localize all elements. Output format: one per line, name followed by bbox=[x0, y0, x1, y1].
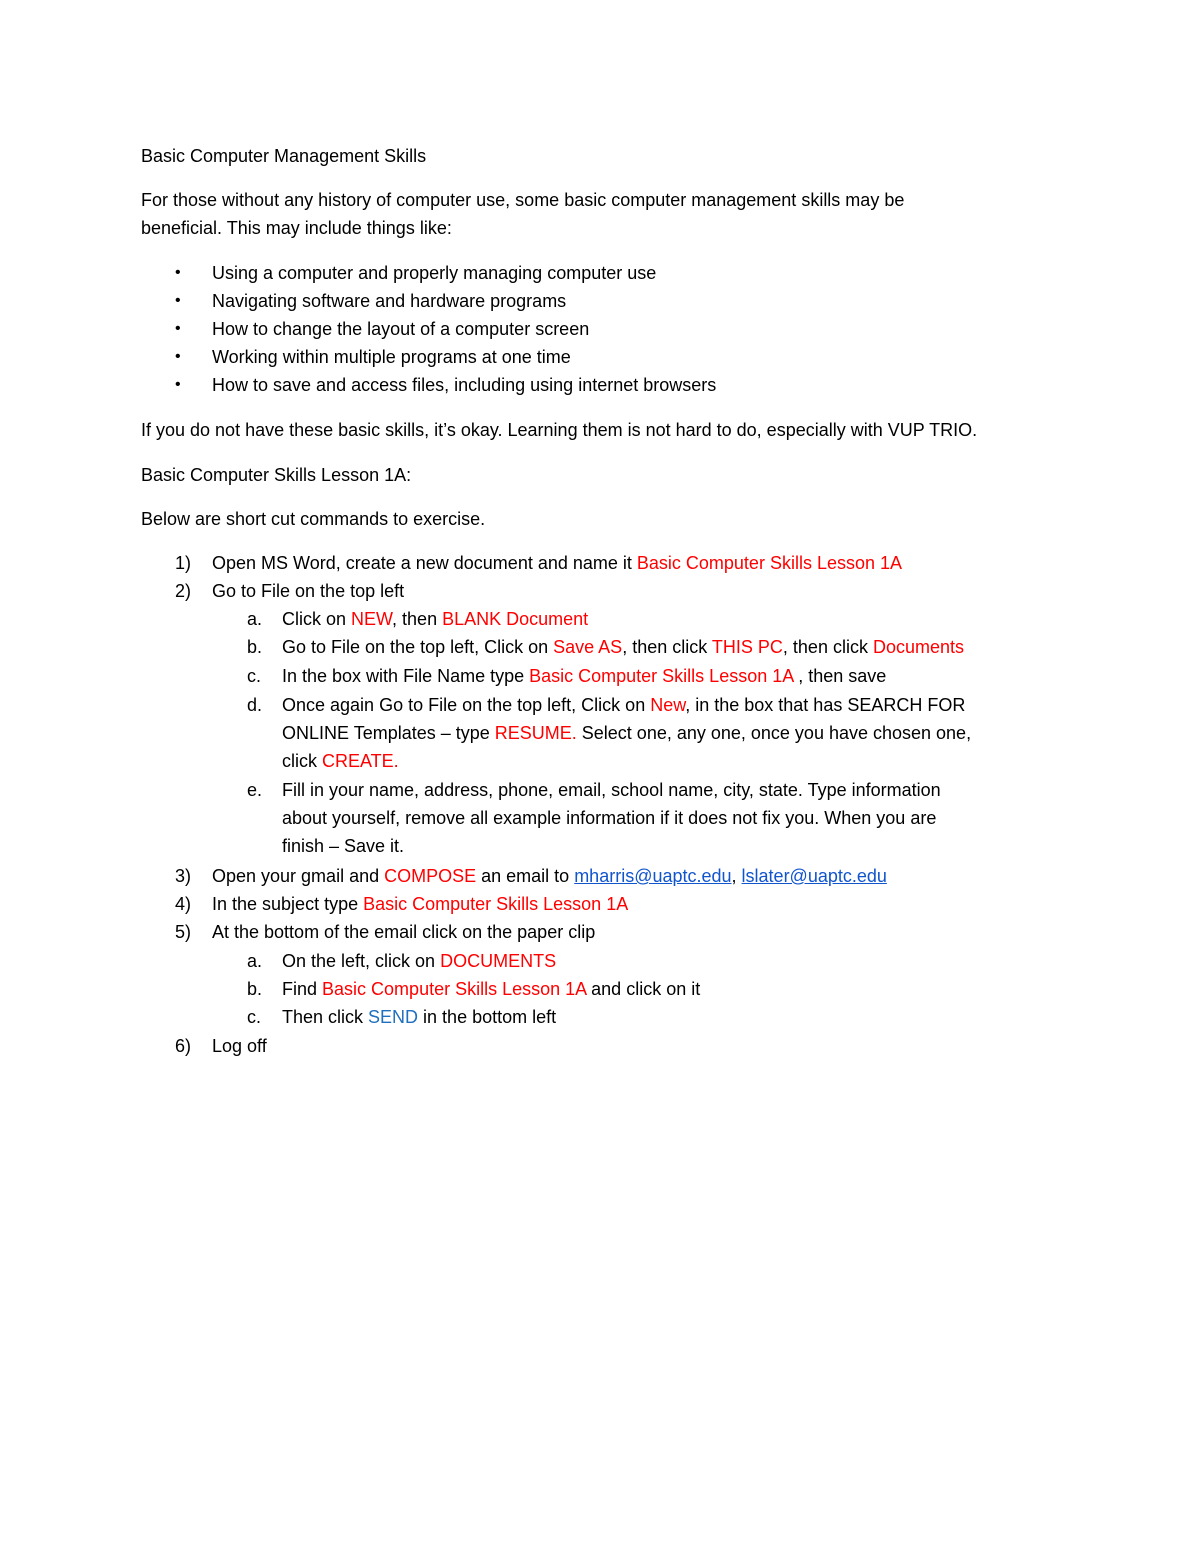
step-2c-text: In the box with File Name type Basic Computer Skills Lesson 1A , then save bbox=[282, 666, 887, 686]
highlight-text: Basic Computer Skills Lesson 1A bbox=[363, 894, 629, 914]
highlight-text: Basic Computer Skills Lesson 1A bbox=[529, 666, 794, 686]
intro-line-2: beneficial. This may include things like: bbox=[141, 218, 452, 238]
step-number: 6) bbox=[175, 1036, 192, 1056]
step-2e-line-3: finish – Save it. bbox=[282, 836, 405, 856]
list-item: Navigating software and hardware programs bbox=[212, 291, 567, 311]
lesson-heading: Basic Computer Skills Lesson 1A: bbox=[141, 465, 412, 485]
list-item: How to change the layout of a computer screen bbox=[212, 319, 590, 339]
step-number: 1) bbox=[175, 553, 192, 573]
step-2-text: Go to File on the top left bbox=[212, 581, 405, 601]
highlight-text: NEW bbox=[351, 609, 393, 629]
highlight-text: THIS PC bbox=[711, 637, 783, 657]
step-3-text: Open your gmail and COMPOSE an email to mharris@uaptc.edu, lslater@uaptc.edu bbox=[212, 866, 887, 886]
highlight-text: COMPOSE bbox=[384, 866, 477, 886]
highlight-text: DOCUMENTS bbox=[440, 951, 557, 971]
step-5-text: At the bottom of the email click on the paper clip bbox=[212, 922, 596, 942]
highlight-text: New bbox=[650, 695, 686, 715]
highlight-text: Save AS bbox=[553, 637, 623, 657]
reassurance-text: If you do not have these basic skills, it’s okay. Learning them is not hard to do, especially with VUP TRIO. bbox=[141, 420, 978, 440]
email-link-mharris[interactable]: mharris@uaptc.edu bbox=[574, 866, 732, 886]
step-5c-text: Then click SEND in the bottom left bbox=[282, 1007, 557, 1027]
step-5b-text: Find Basic Computer Skills Lesson 1A and click on it bbox=[282, 979, 701, 999]
substep-label: c. bbox=[247, 1007, 262, 1027]
highlight-text: BLANK Document bbox=[442, 609, 589, 629]
substep-label: b. bbox=[247, 637, 263, 657]
shortcut-intro: Below are short cut commands to exercise. bbox=[141, 509, 486, 529]
bullet-icon: • bbox=[175, 292, 181, 309]
step-2d-line-2: ONLINE Templates – type RESUME. Select one, any one, once you have chosen one, bbox=[282, 723, 972, 743]
step-1-text: Open MS Word, create a new document and name it Basic Computer Skills Lesson 1A bbox=[212, 553, 903, 573]
step-2a-text: Click on NEW, then BLANK Document bbox=[282, 609, 589, 629]
bullet-icon: • bbox=[175, 320, 181, 337]
step-2b-text: Go to File on the top left, Click on Save AS, then click THIS PC, then click Documents bbox=[282, 637, 965, 657]
bullet-icon: • bbox=[175, 264, 181, 281]
highlight-text: CREATE. bbox=[322, 751, 399, 771]
highlight-text: Basic Computer Skills Lesson 1A bbox=[636, 553, 903, 573]
step-2d-line-3: click CREATE. bbox=[282, 751, 399, 771]
step-2e-line-2: about yourself, remove all example information if it does not fix you. When you are bbox=[282, 808, 937, 828]
list-item: Using a computer and properly managing computer use bbox=[212, 263, 657, 283]
step-number: 3) bbox=[175, 866, 192, 886]
highlight-text: Documents bbox=[872, 637, 965, 657]
step-6-text: Log off bbox=[212, 1036, 267, 1056]
document-title: Basic Computer Management Skills bbox=[141, 146, 427, 166]
step-4-text: In the subject type Basic Computer Skills Lesson 1A bbox=[212, 894, 629, 914]
step-2e-line-1: Fill in your name, address, phone, email, school name, city, state. Type information bbox=[282, 780, 941, 800]
substep-label: e. bbox=[247, 780, 263, 800]
email-link-lslater[interactable]: lslater@uaptc.edu bbox=[741, 866, 887, 886]
step-number: 2) bbox=[175, 581, 192, 601]
step-number: 4) bbox=[175, 894, 192, 914]
list-item: How to save and access files, including using internet browsers bbox=[212, 375, 717, 395]
list-item: Working within multiple programs at one time bbox=[212, 347, 571, 367]
step-5a-text: On the left, click on DOCUMENTS bbox=[282, 951, 557, 971]
substep-label: a. bbox=[247, 951, 263, 971]
substep-label: b. bbox=[247, 979, 263, 999]
highlight-text: RESUME. bbox=[494, 723, 577, 743]
substep-label: a. bbox=[247, 609, 263, 629]
intro-line-1: For those without any history of computer use, some basic computer management skills may be bbox=[141, 190, 905, 210]
bullet-icon: • bbox=[175, 376, 181, 393]
step-number: 5) bbox=[175, 922, 192, 942]
substep-label: d. bbox=[247, 695, 263, 715]
highlight-text: Basic Computer Skills Lesson 1A bbox=[322, 979, 587, 999]
bullet-icon: • bbox=[175, 348, 181, 365]
substep-label: c. bbox=[247, 666, 262, 686]
step-2d-line-1: Once again Go to File on the top left, Click on New, in the box that has SEARCH FOR bbox=[282, 695, 966, 715]
highlight-text: SEND bbox=[368, 1007, 419, 1027]
